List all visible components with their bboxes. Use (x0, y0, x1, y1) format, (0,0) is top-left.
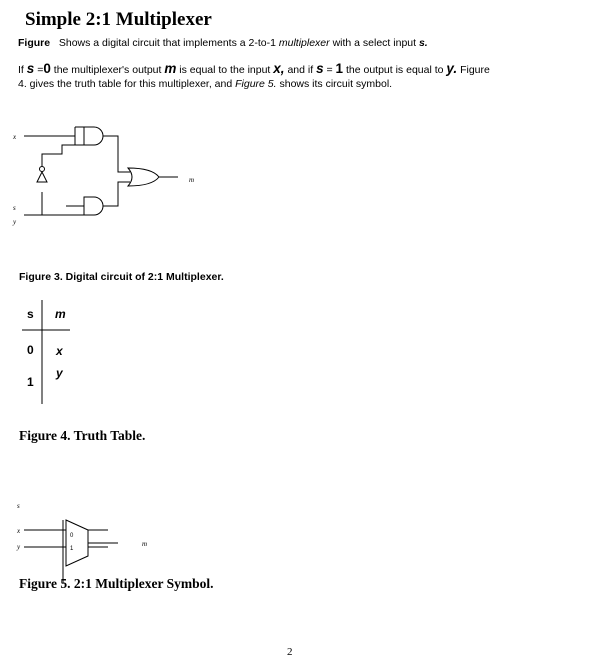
fig3-label-x: x (13, 133, 17, 141)
wire-and2-to-or (103, 182, 130, 206)
figure-4-caption: Figure 4. Truth Table. (19, 428, 146, 443)
mux-symbol-diagram (24, 520, 118, 584)
fig3-label-m: m (189, 176, 195, 184)
truth-table-header-s: s (27, 307, 34, 321)
truth-table-row-0-s: 0 (27, 343, 34, 357)
fig3-label-y: y (13, 218, 17, 226)
fig5-label-s: s (17, 502, 20, 510)
not-gate-bubble (40, 167, 45, 172)
wire-and1-to-or (103, 136, 130, 172)
figure-3-caption: Figure 3. Digital circuit of 2:1 Multiplexer. (19, 271, 224, 283)
wire-not-to-and1 (42, 145, 84, 166)
intro-paragraph: Figure Shows a digital circuit that implements a 2-to-1 multiplexer with a select input s. (18, 37, 428, 49)
figure-label: Figure (18, 37, 51, 49)
page-number: 2 (287, 646, 293, 658)
fig5-label-m: m (142, 540, 148, 548)
truth-table-header-m: m (55, 307, 66, 321)
page-title: Simple 2:1 Multiplexer (25, 9, 212, 30)
fig3-label-s: s (13, 204, 16, 212)
description-line-1: If s =0 the multiplexer's output m is equal to the input x, and if s = 1 the output is equal to y. Figure (18, 61, 490, 76)
fig5-input-1: 1 (70, 546, 74, 552)
or-gate (128, 168, 159, 186)
and-gate-bottom (84, 197, 103, 215)
mux-trapezoid (66, 520, 88, 566)
truth-table-row-1-m: y (56, 366, 63, 380)
truth-table-row-1-s: 1 (27, 375, 34, 389)
fig5-label-y: y (17, 543, 21, 551)
not-gate (37, 172, 47, 182)
description-line-2: 4. gives the truth table for this multiplexer, and Figure 5. shows its circuit symbol. (18, 78, 393, 90)
mux-circuit-diagram (24, 127, 178, 215)
figure-5-caption: Figure 5. 2:1 Multiplexer Symbol. (19, 576, 214, 591)
truth-table-row-0-m: x (56, 344, 63, 358)
fig5-label-x: x (17, 527, 21, 535)
and-gate-top (84, 127, 103, 145)
fig5-input-0: 0 (70, 533, 74, 539)
